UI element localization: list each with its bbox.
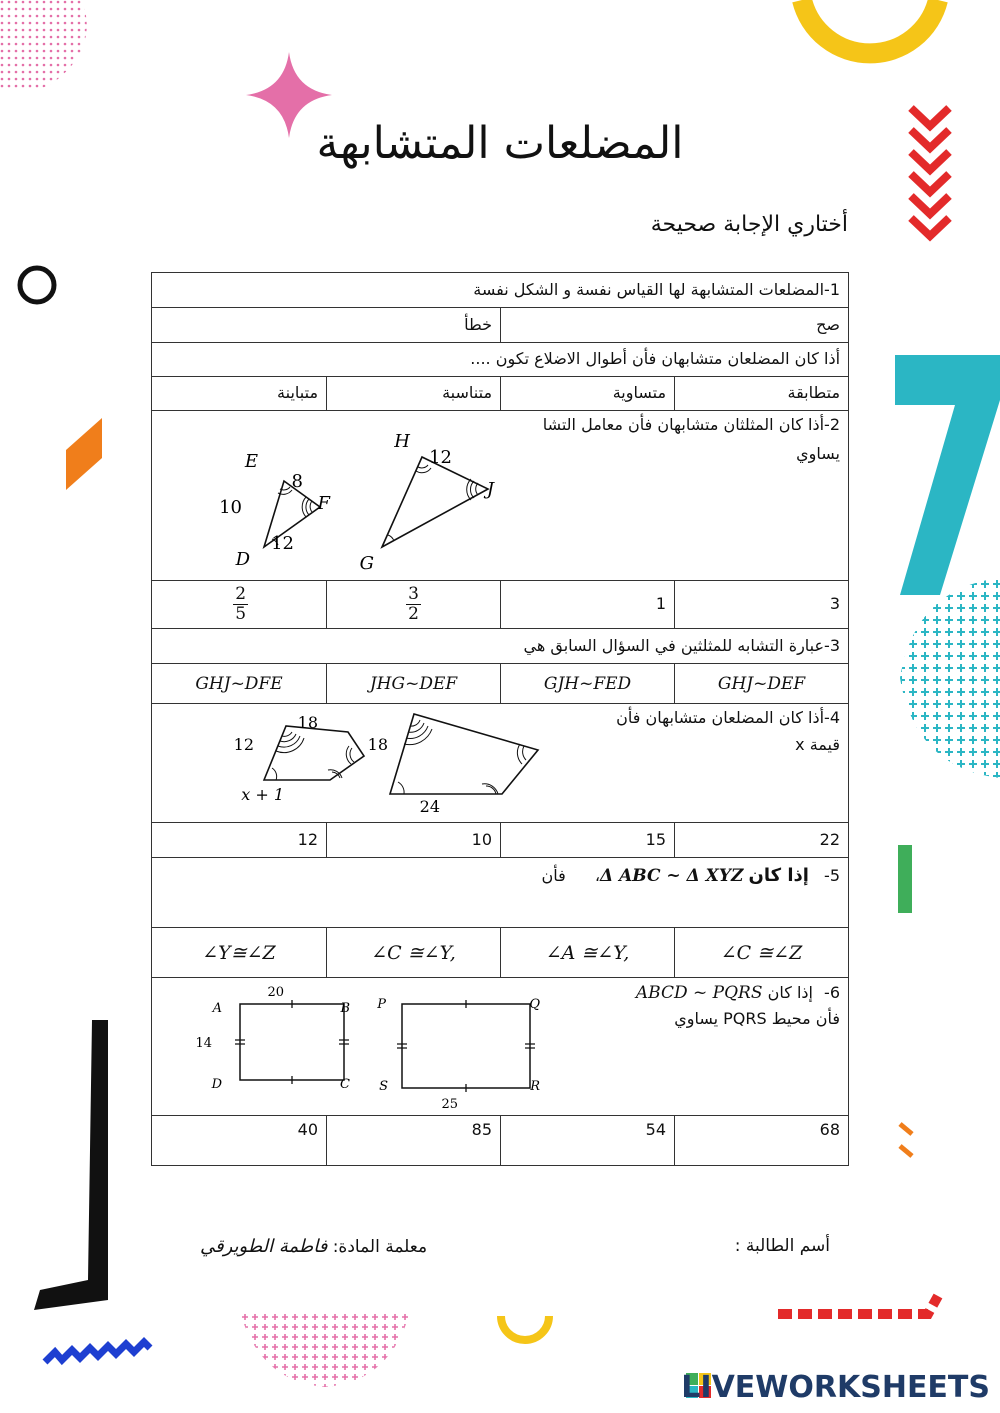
teacher-label: معلمة المادة: xyxy=(332,1237,428,1257)
label-8: 8 xyxy=(291,471,303,492)
q6-option-2[interactable]: 54 xyxy=(501,1116,675,1166)
label-R: R xyxy=(530,1079,540,1095)
label-B: B xyxy=(340,1001,350,1017)
question-4-line2: قيمة x xyxy=(795,735,841,755)
question-6-line2: فأن محيط PQRS يساوي xyxy=(674,1008,841,1028)
orange-bar-decoration xyxy=(62,418,106,490)
q5-option-3[interactable]: ∠C ≅∠Y, xyxy=(327,928,501,978)
label-D-rect: D xyxy=(211,1077,222,1093)
worksheet-table xyxy=(151,272,849,1166)
q3-option-1[interactable]: GHJ~DEF xyxy=(675,664,849,704)
question-2-line2: يساوي xyxy=(796,443,841,463)
label-14: 14 xyxy=(195,1036,212,1052)
pink-dots-decoration xyxy=(0,0,100,95)
teal-seven-decoration xyxy=(895,355,1000,595)
q1b-option-4[interactable]: متباينة xyxy=(152,377,327,411)
green-bar-decoration xyxy=(898,845,914,915)
label-C: C xyxy=(340,1077,350,1093)
question-3-text: 3-عبارة التشابه للمثلثين في السؤال السابق هي xyxy=(152,629,849,664)
question-4-line1: 4-أذا كان المضلعان متشابهان فأن xyxy=(616,708,841,728)
q5-number: 5- xyxy=(824,866,841,886)
quadrilaterals-figure xyxy=(233,708,552,818)
label-Q: Q xyxy=(529,997,540,1013)
yellow-ring-decoration xyxy=(790,0,950,85)
label-12-large: 12 xyxy=(429,447,452,468)
q1-option-true[interactable]: صح xyxy=(501,308,849,343)
label-J: J xyxy=(486,479,494,500)
student-name-label: أسم الطالبة : xyxy=(734,1236,830,1256)
q5-similarity: Δ ABC ~ Δ XYZ xyxy=(599,866,744,887)
label-25: 25 xyxy=(441,1097,458,1113)
label-20: 20 xyxy=(267,985,284,1001)
q6-option-3[interactable]: 85 xyxy=(327,1116,501,1166)
q6-option-1[interactable]: 68 xyxy=(675,1116,849,1166)
page-title: المضلعات المتشابهة xyxy=(316,118,684,169)
triangles-figure xyxy=(212,419,512,574)
q4-option-4[interactable]: 12 xyxy=(152,823,327,858)
question-1b-text: أذا كان المضلعان متشابهان فأن أطوال الاضلاع تكون .... xyxy=(152,343,849,377)
q5-if-text: إذا كان xyxy=(748,865,809,887)
instruction-text: أختاري الإجابة صحيحة xyxy=(650,212,848,237)
black-stroke-decoration xyxy=(30,1020,110,1320)
yellow-arc-decoration xyxy=(495,1312,555,1347)
q5-option-2[interactable]: ∠A ≅∠Y, xyxy=(501,928,675,978)
label-S: S xyxy=(379,1079,388,1095)
teal-crosses-decoration xyxy=(895,578,1000,778)
blue-zigzag-decoration xyxy=(40,1310,155,1370)
question-4-cell xyxy=(152,704,849,823)
label-24-q4: 24 xyxy=(419,797,440,817)
question-6-cell xyxy=(152,978,849,1116)
label-10: 10 xyxy=(219,497,242,518)
q5-option-1[interactable]: ∠C ≅∠Z xyxy=(675,928,849,978)
q6-if-text: إذا كان xyxy=(767,983,813,1003)
q6-option-4[interactable]: 40 xyxy=(152,1116,327,1166)
q1b-option-2[interactable]: متساوية xyxy=(501,377,675,411)
q3-option-4[interactable]: GHJ~DFE xyxy=(152,664,327,704)
fraction-3-2: $\frac{3}{2}$ xyxy=(408,584,419,624)
teacher-line xyxy=(200,1236,427,1257)
q3-option-2[interactable]: GJH~FED xyxy=(501,664,675,704)
q4-option-2[interactable]: 15 xyxy=(501,823,675,858)
label-12-q4: 12 xyxy=(233,735,254,755)
q1b-option-1[interactable]: متطابقة xyxy=(675,377,849,411)
label-E: E xyxy=(244,451,258,472)
q5-then-text: فأن xyxy=(541,866,566,886)
rectangles-figure xyxy=(195,980,574,1113)
label-12-small: 12 xyxy=(271,533,294,554)
label-H: H xyxy=(394,431,410,452)
label-18-q4-small: 18 xyxy=(297,713,318,733)
q2-option-4[interactable] xyxy=(152,581,327,629)
question-5-cell: 5- إذا كان Δ ABC ~ Δ XYZ، فأن xyxy=(152,858,849,928)
q1-option-false[interactable]: خطأ xyxy=(152,308,501,343)
q2-option-3[interactable] xyxy=(327,581,501,629)
q1b-option-3[interactable]: متناسبة xyxy=(327,377,501,411)
red-small-decoration xyxy=(898,1120,918,1170)
q6-number: 6- xyxy=(824,983,841,1003)
q3-option-3[interactable]: JHG~DEF xyxy=(327,664,501,704)
label-F: F xyxy=(317,493,330,514)
pink-crosses-decoration xyxy=(240,1312,410,1387)
q6-similarity: ABCD ~ PQRS xyxy=(635,983,763,1004)
red-dashes-decoration xyxy=(778,1296,938,1336)
question-1-text: 1-المضلعات المتشابهة لها القياس نفسة و الشكل نفسة xyxy=(152,273,849,308)
q2-option-1[interactable]: 3 xyxy=(675,581,849,629)
label-D: D xyxy=(235,549,250,570)
label-18-q4-large: 18 xyxy=(367,735,388,755)
black-ring-decoration xyxy=(14,262,60,308)
q5-option-4[interactable]: ∠Y≅∠Z xyxy=(152,928,327,978)
fraction-2-5: $\frac{2}{5}$ xyxy=(235,584,247,624)
q2-option-2[interactable]: 1 xyxy=(501,581,675,629)
question-2-line1: 2-أذا كان المثلثان متشابهان فأن معامل التشا xyxy=(542,415,841,434)
label-A: A xyxy=(212,1001,222,1017)
q4-option-1[interactable]: 22 xyxy=(675,823,849,858)
teacher-signature: فاطمة الطويرقي xyxy=(200,1236,328,1257)
label-P: P xyxy=(377,997,386,1013)
label-G: G xyxy=(359,553,374,574)
label-x-plus-1: x + 1 xyxy=(241,785,284,805)
brand-wordmark: LIVEWORKSHEETS xyxy=(681,1370,990,1405)
q4-option-3[interactable]: 10 xyxy=(327,823,501,858)
question-2-cell xyxy=(152,411,849,581)
